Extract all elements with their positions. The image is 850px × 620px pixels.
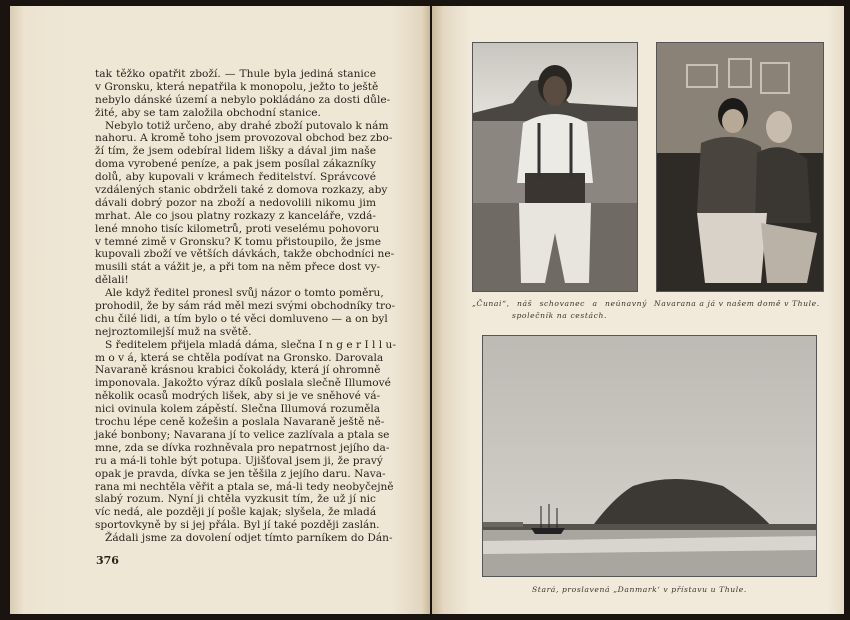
text-line: vzdálených stanic obdrželi také z domova rozkazy, aby: [95, 184, 388, 197]
text-line: v Gronsku, která nepatřila k monopolu, ježto to ještě: [95, 80, 379, 93]
text-line: dávali dobrý pozor na zboží a nedovolili nikomu jim: [95, 196, 376, 209]
text-line: opak je pravda, dívka se jen těšila z jejího daru. Nava-: [95, 467, 386, 480]
text-line: žité, aby se tam založila obchodní stanice.: [95, 106, 321, 119]
caption-photo1: [472, 298, 647, 322]
text-line: ží tím, že jsem odebíral lidem lišky a dával jim naše: [95, 145, 376, 158]
body-text: [95, 68, 396, 545]
text-line: Ale když ředitel pronesl svůj názor o tomto poměru,: [105, 287, 384, 300]
text-line: doma vyrobené peníze, a pak jsem posílal zákazníky: [95, 158, 376, 171]
text-line: musili stát a vážit je, a při tom na něm přece dost vy-: [95, 261, 381, 274]
photo-navarana-and-author: [656, 42, 824, 292]
text-line: několik ocasů modrých lišek, aby si je ve sněhové vá-: [95, 390, 381, 403]
text-line: rana mi nechtěla věřit a ptala se, má-li tedy neobyčejně: [95, 480, 394, 493]
caption-photo2: Navarana a já v našem domě v Thule.: [654, 299, 820, 308]
text-line: Navaraně krásnou krabici čokolády, která jí ohromně: [95, 364, 381, 377]
text-line: víc nedá, ale později jí pošle kajak; slyšela, že mladá: [95, 506, 377, 519]
text-line: nebylo dánské území a nebylo pokládáno za dosti důle-: [95, 93, 391, 106]
text-line: nejroztomilejší muž na světě.: [95, 325, 252, 338]
text-line: imponovala. Jakožto výraz díků poslala slečně Illumové: [95, 377, 391, 390]
right-page: [432, 6, 844, 614]
text-line: Žádali jsme za dovolení odjet tímto parníkem do Dán-: [105, 532, 393, 545]
text-line: jaké bonbony; Navarana jí to velice zazlívala a ptala se: [95, 428, 390, 441]
text-line: v temné zimě v Gronsku? K tomu přistoupilo, že jsme: [95, 235, 382, 248]
text-line: sportovkyně by si jej přála. Byl jí také později zaslán.: [95, 519, 380, 532]
text-line: chu čilé lidi, a tím bylo o té věci domluveno — a on byl: [95, 312, 388, 325]
text-line: kupovali zboží ve větších dávkách, takže obchodníci ne-: [95, 248, 395, 261]
text-line: ru a má-li tohle být potupa. Ujišťoval jsem ji, že pravý: [95, 454, 383, 467]
text-line: nahoru. A kromě toho jsem provozoval obchod bez zbo-: [95, 132, 393, 145]
text-line: trochu lépe ceně kožešin a poslala Navaraně ještě ně-: [95, 416, 385, 429]
text-line: dělali!: [95, 274, 129, 287]
text-line: S ředitelem přijela mladá dáma, slečna I n g e r I l l u-: [105, 338, 396, 351]
text-line: slabý rozum. Nyní ji chtěla vyzkusit tím, že už jí nic: [95, 493, 376, 506]
page-number: 376: [96, 554, 119, 567]
text-line: tak těžko opatřit zboží. — Thule byla jediná stanice: [95, 68, 376, 80]
caption-photo3: Stará, proslavená „Danmark‘ v přístavu u Thule.: [532, 585, 747, 594]
text-line: dolů, aby kupovali v krámech ředitelství. Správcové: [95, 171, 376, 184]
text-line: m o v á, která se chtěla podívat na Gronsko. Darovala: [95, 351, 384, 364]
caption-line: „Čunai“, náš schovanec a neúnavný: [472, 299, 647, 308]
photo-danmark-ship-harbor: [482, 335, 817, 577]
text-line: nici ovinula kolem zápěstí. Slečna Illumová rozuměla: [95, 403, 381, 416]
text-line: Nebylo totiž určeno, aby drahé zboží putovalo k nám: [105, 119, 389, 132]
photo-boy-portrait: [472, 42, 638, 292]
text-line: lené mnoho tisíc kilometrů, proti veselému pohovoru: [95, 222, 380, 235]
text-line: mne, zda se dívka rozhněvala pro nepatrnost jejího da-: [95, 441, 390, 454]
caption-line: společník na cestách.: [511, 311, 608, 320]
text-line: prohodil, že by sám rád měl mezi svými obchodníky tro-: [95, 300, 396, 313]
left-page: [10, 6, 430, 614]
text-line: mrhat. Ale co jsou platny rozkazy z kanceláře, vzdá-: [95, 209, 376, 222]
